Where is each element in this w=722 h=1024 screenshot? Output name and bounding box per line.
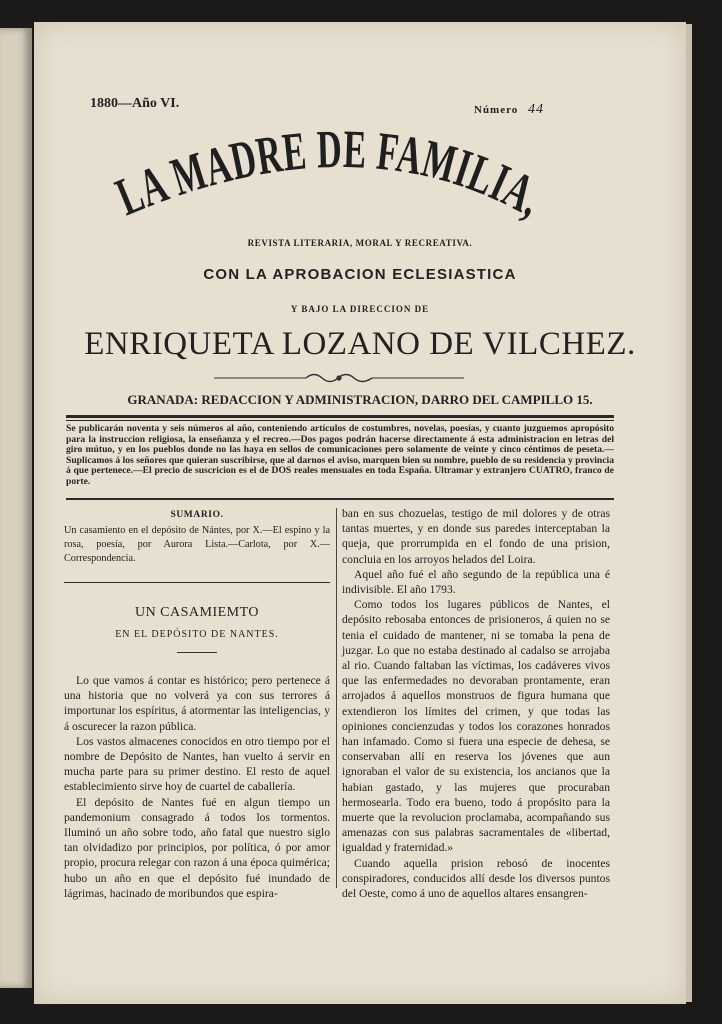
- article-title: UN CASAMIEMTO: [134, 605, 260, 620]
- article-body-right: [342, 506, 610, 901]
- issue-number: [474, 102, 544, 118]
- paragraph: Como todos los lugares públicos de Nantes, el depósito rebosaba entonces de prisioneros, á quien no se tenia el cuidado de mantener, ni se tomaba la pena de juzgar. Lo que no estaba destinado al cadalso se arrojaba al rio. Cuando faltaban las víctimas, los cadáveres vivos que las enfermedades no devoraban prontamente, eran arrojados á aquellos monstruos de figura humana que extendieron los límites del crimen, y que todas las opiniones concienzudas y todos los corazones honrados han infamado. Como si fuera una especie de dehesa, se conservaban allí en reserva los jóvenes que aun ignoraban el valor de su existencia, los ancianos que la habian gastado, y las mujeres que procuraban hermosearla. Todo era bueno, todo á propósito para la muerte que la revolucion proclamaba, acompañando sus amenazas con sus palabras sacramentales de «libertad, igualdad y fraternidad.»: [342, 598, 610, 855]
- approval-line: CON LA APROBACION ECLESIASTICA: [203, 266, 517, 283]
- adjacent-page-edge: [0, 28, 32, 988]
- address-line: GRANADA: REDACCION Y ADMINISTRACION, DARRO DEL CAMPILLO 15.: [127, 392, 593, 407]
- issue-number-value: 44: [528, 102, 545, 117]
- header-rule-thick: [66, 415, 614, 418]
- column-divider: [336, 508, 337, 888]
- masthead-title: [34, 120, 686, 230]
- column-right: [342, 506, 610, 901]
- paragraph: Aquel año fué el año segundo de la república una é indivisible. El año 1793.: [342, 567, 610, 597]
- summary-heading: SUMARIO.: [170, 510, 224, 520]
- paragraph: ban en sus chozuelas, testigo de mil dolores y de otras tantas muertes, y en donde sus paredes interceptaban la queja, que prorrumpida en el fondo de una prision, concluia en los arroyos helados del Loira.: [342, 507, 610, 566]
- article-title-rule: [177, 652, 217, 653]
- header-rule-thin: [66, 420, 614, 421]
- paragraph: Lo que vamos á contar es histórico; pero pertenece á una historia que no volverá ya con sus terrores á importunar los espíritus, á atormentar las inteligencias, y á oscurecer la razon pública.: [64, 674, 330, 733]
- article-body-left: [64, 673, 330, 901]
- summary-rule: [64, 582, 330, 583]
- masthead-subtitle: REVISTA LITERARIA, MORAL Y RECREATIVA.: [247, 238, 473, 248]
- article-subtitle: EN EL DEPÓSITO DE NANTES.: [115, 629, 279, 640]
- masthead-title-text: [107, 120, 559, 230]
- paragraph: Cuando aquella prision rebosó de inocentes conspiradores, conducidos allí desde los diversos puntos del Oeste, como á uno de aquellos altares ensangren-: [342, 856, 610, 901]
- masthead-title-path: LA MADRE DE FAMILIA,: [107, 120, 559, 230]
- direction-line: Y BAJO LA DIRECCION DE: [290, 304, 430, 314]
- subscription-notice: Se publicarán noventa y seis números al año, conteniendo artículos de costumbres, novelas, poesías, y cuanto juzguemos apropósito para la instruccion religiosa, la enseñanza y el recreo.—Dos pagos podrán hacerse directamente á esta administracion en letras del giro mútuo, y en los pueblos donde no las haya en sellos de comunicaciones pero solamente de veinte y cinco céntimos de peseta.—Suplicamos á los señores que quieran suscribirse, que al darnos el aviso, marquen bien su nombre, pueblo de su residencia y provincia á que pertenece.—El precio de suscricion es el de DOS reales mensuales en toda España. Ultramar y extranjero CUATRO, franco de porte.: [66, 423, 614, 487]
- issue-number-label: Número: [474, 104, 519, 116]
- paragraph: Los vastos almacenes conocidos en otro tiempo por el nombre de Depósito de Nantes, han vuelto á servir en mucha parte para su primer destino. El resto de aquel establecimiento sirve hoy de cuartel de caballería.: [64, 734, 330, 794]
- director-name: ENRIQUETA LOZANO DE VILCHEZ.: [84, 326, 636, 362]
- notice-rule: [66, 498, 614, 500]
- paragraph: El depósito de Nantes fué en algun tiempo un pandemonium consagrado á todos los tormentos. Iluminó un año sobre todo, año fatal que nuestro siglo tan olvidadizo por principios, por política, ó por amor propio, procura relegar con razon á una época quimérica; hubo un año en que el depósito fué inundado de lágrimas, hacinado de moribundos que espira-: [64, 795, 330, 900]
- ornament-divider: [214, 370, 464, 386]
- masthead-title-graphic: [34, 120, 686, 230]
- issue-year: 1880—Año VI.: [90, 96, 180, 111]
- summary-text: Un casamiento en el depósito de Nántes, por X.—El espino y la rosa, poesía, por Aurora Lista.—Carlota, por X.—Correspondencia.: [64, 525, 330, 564]
- newspaper-page: [34, 22, 686, 1004]
- column-left: [64, 506, 330, 901]
